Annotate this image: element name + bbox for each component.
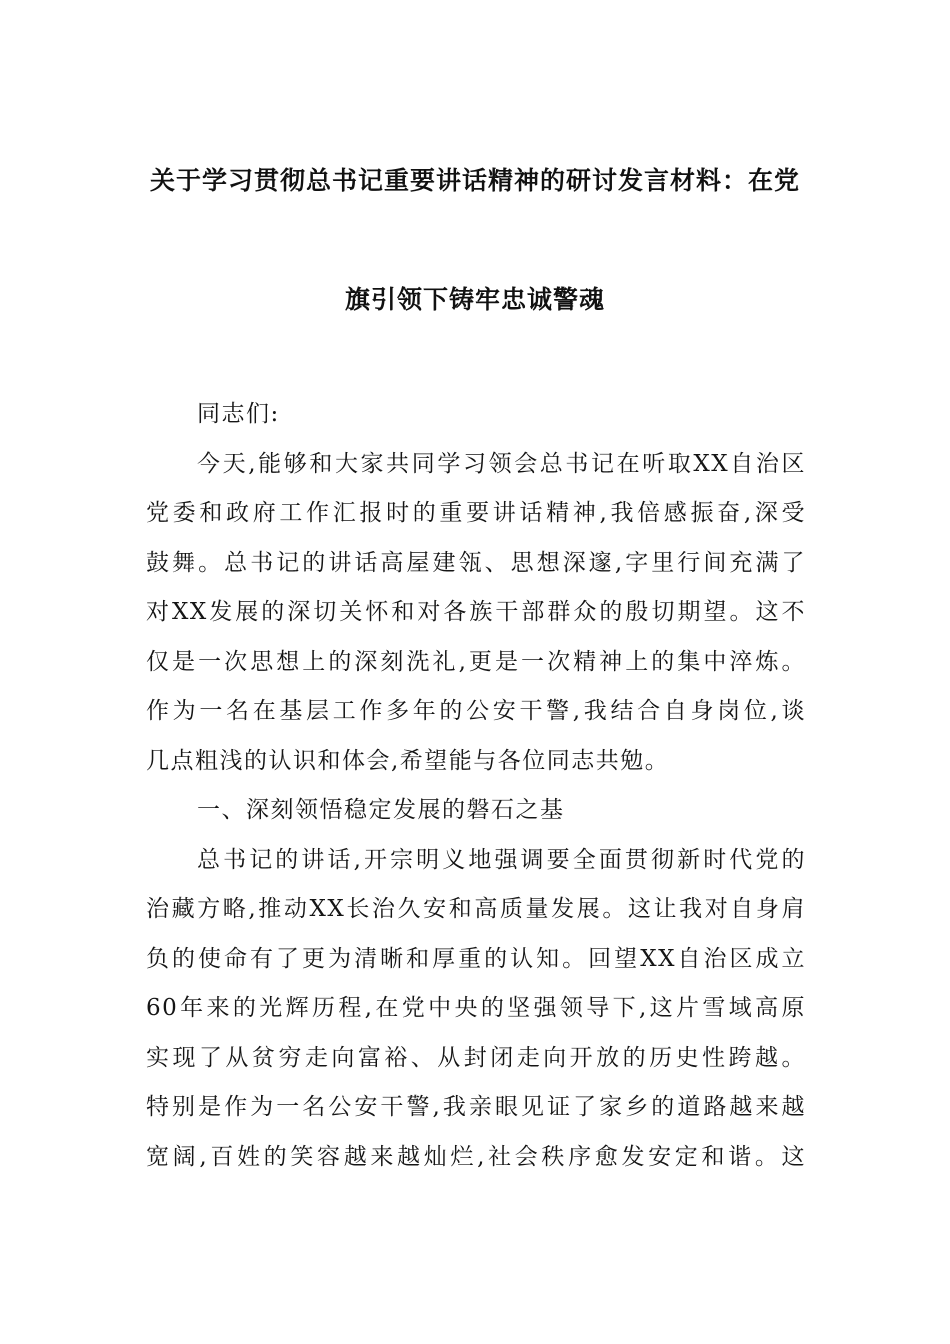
paragraph-line: 负的使命有了更为清晰和厚重的认知。回望XX自治区成立 (146, 945, 806, 972)
paragraph-line: 特别是作为一名公安干警,我亲眼见证了家乡的道路越来越 (146, 1094, 806, 1120)
paragraph-line: 几点粗浅的认识和体会,希望能与各位同志共勉。 (146, 747, 670, 774)
paragraph-line: 实现了从贫穷走向富裕、从封闭走向开放的历史性跨越。 (146, 1044, 806, 1071)
paragraph-line: 治藏方略,推动XX长治久安和高质量发展。这让我对自身肩 (146, 896, 806, 922)
paragraph-2 (146, 836, 806, 1183)
paragraph-line: 对XX发展的深切关怀和对各族干部群众的殷切期望。这不 (146, 599, 806, 625)
paragraph-line: 宽阔,百姓的笑容越来越灿烂,社会秩序愈发安定和谐。这 (146, 1143, 806, 1170)
paragraph-1 (146, 440, 806, 787)
paragraph-line: 总书记的讲话,开宗明义地强调要全面贯彻新时代党的 (197, 846, 806, 873)
section-heading-1: 一、深刻领悟稳定发展的磐石之基 (197, 797, 565, 823)
document-body (146, 390, 806, 1182)
paragraph-line: 作为一名在基层工作多年的公安干警,我结合自身岗位,谈 (146, 698, 806, 724)
document-title-line-2: 旗引领下铸牢忠诚警魂 (344, 285, 605, 314)
document-title-line-1: 关于学习贯彻总书记重要讲话精神的研讨发言材料：在党 (149, 166, 800, 195)
paragraph-line: 鼓舞。总书记的讲话高屋建瓴、思想深邃,字里行间充满了 (146, 549, 806, 576)
paragraph-line: 党委和政府工作汇报时的重要讲话精神,我倍感振奋,深受 (146, 500, 806, 526)
paragraph-line: 仅是一次思想上的深刻洗礼,更是一次精神上的集中淬炼。 (146, 648, 806, 675)
paragraph-line: 今天,能够和大家共同学习领会总书记在听取XX自治区 (197, 450, 806, 477)
greeting: 同志们: (197, 401, 280, 427)
paragraph-line: 60年来的光辉历程,在党中央的坚强领导下,这片雪域高原 (146, 995, 806, 1021)
